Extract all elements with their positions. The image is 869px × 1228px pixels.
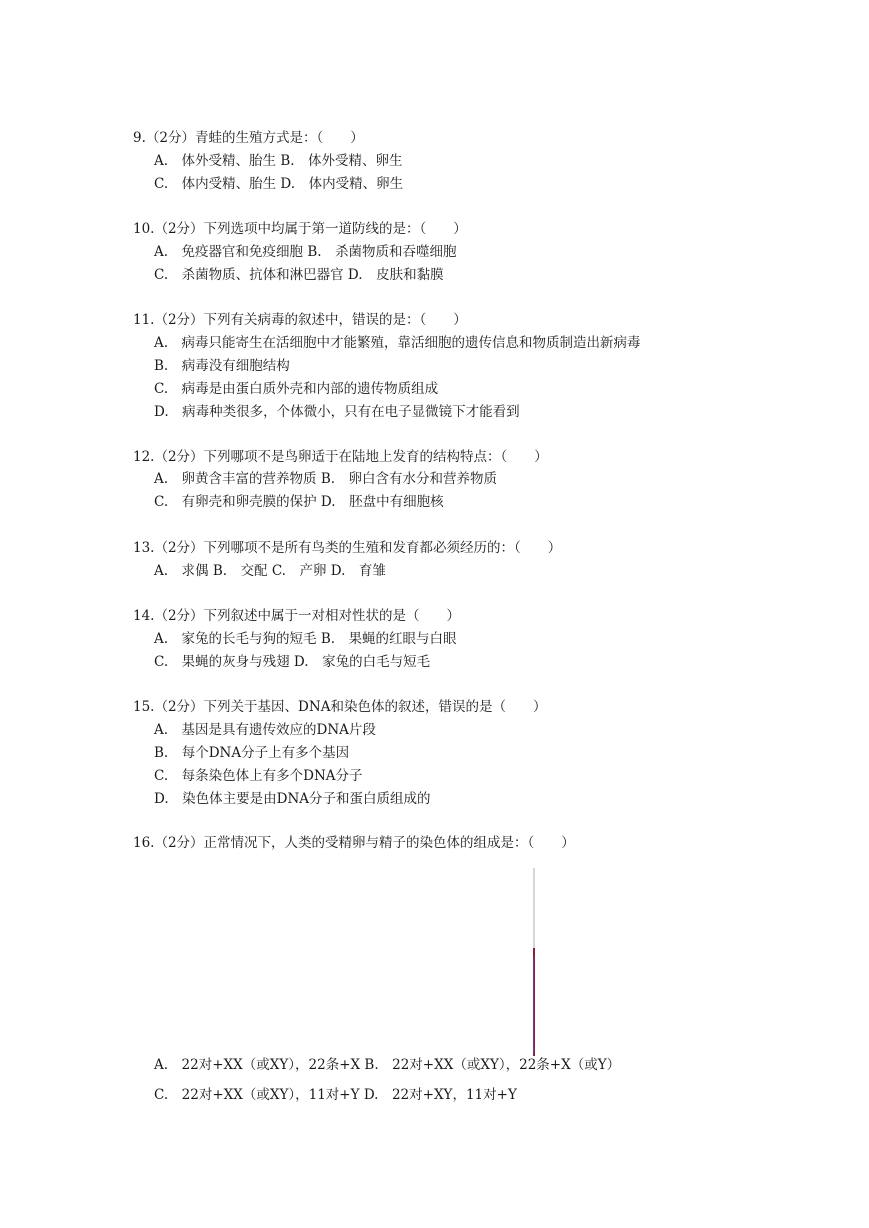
- question-11-option-d: D. 病毒种类很多，个体微小，只有在电子显微镜下才能看到: [154, 404, 520, 420]
- question-15-option-a: A. 基因是具有遗传效应的DNA片段: [154, 722, 376, 738]
- question-9-options-row-1: A. 体外受精、胎生 B. 体外受精、卵生: [154, 153, 403, 169]
- question-16-stem: 16.（2分）正常情况下，人类的受精卵与精子的染色体的组成是：（ ）: [133, 835, 575, 851]
- question-9-stem: 9.（2分）青蛙的生殖方式是：（ ）: [133, 130, 364, 146]
- question-16-options-row-2: C. 22对+XX（或XY），11对+Y D. 22对+XY，11对+Y: [154, 1087, 517, 1103]
- question-15-option-d: D. 染色体主要是由DNA分子和蛋白质组成的: [154, 791, 431, 807]
- question-14-options-row-1: A. 家兔的长毛与狗的短毛 B. 果蝇的红眼与白眼: [154, 631, 457, 647]
- question-12-options-row-2: C. 有卵壳和卵壳膜的保护 D. 胚盘中有细胞核: [154, 494, 444, 510]
- question-12-stem: 12.（2分）下列哪项不是鸟卵适于在陆地上发育的结构特点：（ ）: [133, 449, 548, 465]
- question-15-option-b: B. 每个DNA分子上有多个基因: [154, 745, 350, 761]
- question-15-stem: 15.（2分）下列关于基因、DNA和染色体的叙述，错误的是（ ）: [133, 699, 547, 715]
- question-9-options-row-2: C. 体内受精、胎生 D. 体内受精、卵生: [154, 176, 404, 192]
- question-10-options-row-2: C. 杀菌物质、抗体和淋巴器官 D. 皮肤和黏膜: [154, 267, 444, 283]
- vertical-line-artifact: [531, 868, 537, 1056]
- question-14-stem: 14.（2分）下列叙述中属于一对相对性状的是（ ）: [133, 608, 461, 624]
- question-11-option-a: A. 病毒只能寄生在活细胞中才能繁殖，靠活细胞的遗传信息和物质制造出新病毒: [154, 335, 641, 351]
- question-16-options-row-1: A. 22对+XX（或XY），22条+X B. 22对+XX（或XY），22条+X（或Y）: [154, 1057, 621, 1073]
- question-15-option-c: C. 每条染色体上有多个DNA分子: [154, 768, 363, 784]
- question-13-stem: 13.（2分）下列哪项不是所有鸟类的生殖和发育都必须经历的：（ ）: [133, 540, 562, 556]
- question-11-option-b: B. 病毒没有细胞结构: [154, 358, 290, 374]
- question-10-stem: 10.（2分）下列选项中均属于第一道防线的是：（ ）: [133, 221, 467, 237]
- question-12-options-row-1: A. 卵黄含丰富的营养物质 B. 卵白含有水分和营养物质: [154, 471, 498, 487]
- question-13-options-row-1: A. 求偶 B. 交配 C. 产卵 D. 育雏: [154, 563, 386, 579]
- question-10-options-row-1: A. 免疫器官和免疫细胞 B. 杀菌物质和吞噬细胞: [154, 244, 457, 260]
- question-11-option-c: C. 病毒是由蛋白质外壳和内部的遗传物质组成: [154, 381, 439, 397]
- question-11-stem: 11.（2分）下列有关病毒的叙述中，错误的是：（ ）: [133, 312, 467, 328]
- question-14-options-row-2: C. 果蝇的灰身与残翅 D. 家兔的白毛与短毛: [154, 654, 431, 670]
